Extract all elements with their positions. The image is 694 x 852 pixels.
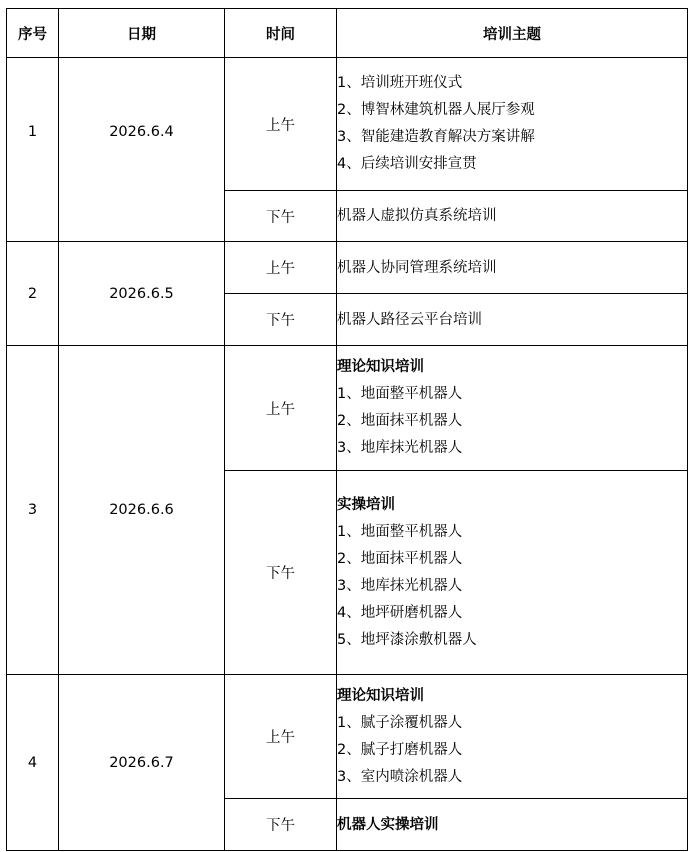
row-date: 2026.6.7 — [59, 675, 225, 851]
session-period: 下午 — [225, 294, 337, 346]
row-number: 2 — [7, 242, 59, 346]
header-topic: 培训主题 — [337, 9, 688, 58]
topic-heading: 实操培训 — [337, 496, 395, 513]
table-row — [7, 242, 688, 294]
topic-line: 2、地面抹平机器人 — [337, 413, 463, 429]
topic-line: 3、地库抹光机器人 — [337, 440, 463, 456]
row-number — [7, 58, 59, 242]
training-schedule-table — [6, 8, 688, 851]
row-date-text: 2026.6.4 — [109, 123, 174, 140]
header-time: 时间 — [225, 9, 337, 58]
topic-line: 1、培训班开班仪式 — [337, 75, 463, 91]
table-row — [7, 58, 688, 191]
topic-line: 机器人路径云平台培训 — [337, 311, 482, 328]
session-period: 上午 — [225, 58, 337, 191]
topic-heading: 机器人实操培训 — [337, 816, 439, 833]
topic-line: 机器人协同管理系统培训 — [337, 259, 497, 276]
topic-heading: 理论知识培训 — [337, 687, 424, 704]
session-topics — [337, 675, 688, 799]
session-period: 下午 — [225, 471, 337, 675]
topic-line: 3、地库抹光机器人 — [337, 577, 463, 594]
session-topics — [337, 799, 688, 851]
session-topics — [337, 294, 688, 346]
session-period: 上午 — [225, 346, 337, 471]
topic-line: 机器人虚拟仿真系统培训 — [337, 208, 497, 224]
session-period: 下午 — [225, 799, 337, 851]
row-number: 4 — [7, 675, 59, 851]
session-topics — [337, 191, 688, 242]
table-row — [7, 346, 688, 471]
session-period: 下午 — [225, 191, 337, 242]
row-date: 2026.6.6 — [59, 346, 225, 675]
topic-line: 1、地面整平机器人 — [337, 386, 463, 402]
session-topics — [337, 346, 688, 471]
topic-line: 4、后续培训安排宣贯 — [337, 156, 477, 172]
session-topics — [337, 471, 688, 675]
topic-line: 1、腻子涂覆机器人 — [337, 714, 463, 731]
header-row — [7, 9, 688, 58]
topic-line: 5、地坪漆涂敷机器人 — [337, 631, 477, 648]
table-row — [7, 675, 688, 799]
topic-heading: 理论知识培训 — [337, 359, 424, 375]
session-topics — [337, 58, 688, 191]
header-date: 日期 — [59, 9, 225, 58]
topic-line: 2、博智林建筑机器人展厅参观 — [337, 102, 535, 118]
topic-line: 3、智能建造教育解决方案讲解 — [337, 129, 535, 145]
row-date: 2026.6.5 — [59, 242, 225, 346]
session-period: 上午 — [225, 675, 337, 799]
row-date — [59, 58, 225, 242]
topic-line: 3、室内喷涂机器人 — [337, 768, 463, 785]
header-no: 序号 — [7, 9, 59, 58]
topic-line: 1、地面整平机器人 — [337, 523, 463, 540]
topic-line: 2、地面抹平机器人 — [337, 550, 463, 567]
session-period: 上午 — [225, 242, 337, 294]
session-topics — [337, 242, 688, 294]
topic-line: 2、腻子打磨机器人 — [337, 741, 463, 758]
topic-line: 4、地坪研磨机器人 — [337, 604, 463, 621]
row-number: 3 — [7, 346, 59, 675]
row-number-text: 1 — [27, 123, 38, 140]
